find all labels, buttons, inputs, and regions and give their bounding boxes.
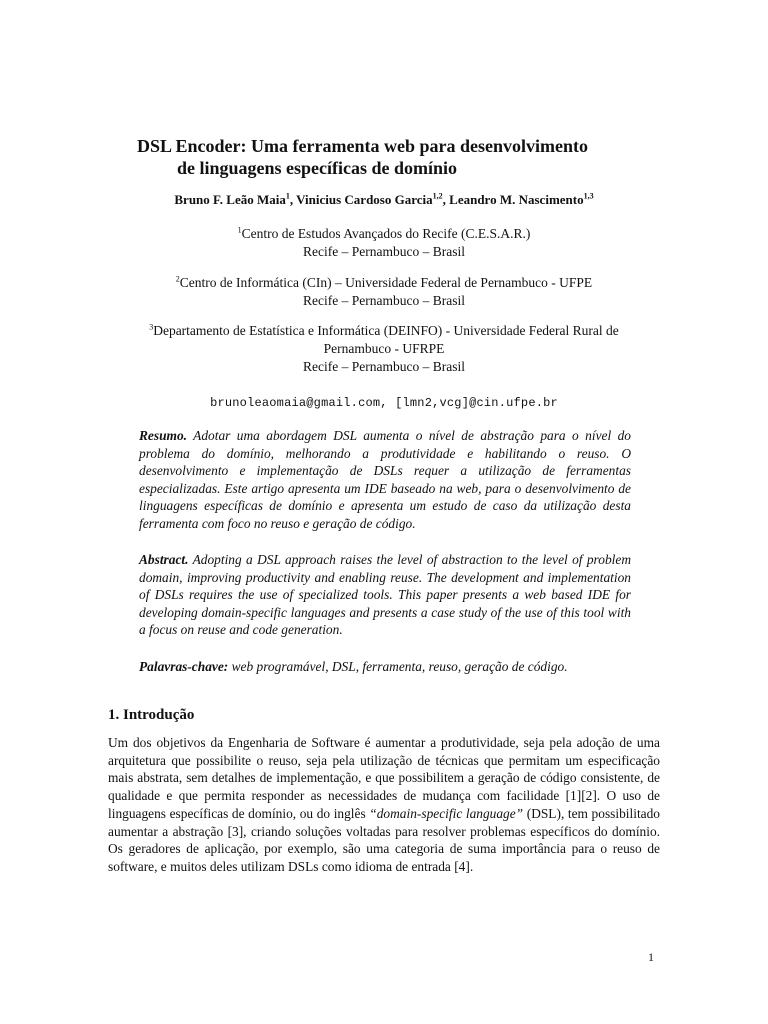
affiliation-line: Recife – Pernambuco – Brasil bbox=[303, 359, 465, 374]
abstract-label: Abstract. bbox=[139, 552, 189, 567]
abstract-paragraph bbox=[139, 551, 631, 639]
page-number: 1 bbox=[648, 950, 654, 964]
affiliation-line: Recife – Pernambuco – Brasil bbox=[303, 293, 465, 308]
keywords-label: Palavras-chave: bbox=[139, 659, 229, 674]
affiliation-1 bbox=[0, 225, 768, 261]
author-name: Bruno F. Leão Maia bbox=[174, 192, 286, 207]
affiliation-superscript: 1 bbox=[237, 225, 242, 235]
resumo-paragraph bbox=[139, 427, 631, 533]
author-superscript: 1 bbox=[285, 191, 290, 201]
resumo-label: Resumo. bbox=[139, 428, 187, 443]
contact-email: brunoleaomaia@gmail.com, [lmn2,vcg]@cin.ufpe.br bbox=[210, 396, 558, 410]
author-name: Vinicius Cardoso Garcia bbox=[296, 192, 433, 207]
intro-text-1: Um dos objetivos da Engenharia de Software é aumentar a produtividade, seja pela adoção de uma arquitetura que possibilite o reuso, seja pela utilização de técnicas que permitam um especificação mais abstrata, sem detalhes de implementação, e que possibilitem a geração de código consistente, de qualidade e que permita responder as necessidades de mudança com facilidade [1][2]. O uso de linguagens específicas de domínio, ou do inglês bbox=[108, 735, 660, 821]
author-separator: , bbox=[289, 192, 297, 207]
affiliation-line: Centro de Informática (CIn) – Universidade Federal de Pernambuco - UFPE bbox=[179, 275, 593, 290]
author-separator: , bbox=[442, 192, 450, 207]
affiliation-line: Pernambuco - UFRPE bbox=[323, 341, 445, 356]
author-list bbox=[0, 192, 768, 208]
paper-title bbox=[137, 135, 697, 179]
affiliation-line: Recife – Pernambuco – Brasil bbox=[303, 244, 465, 259]
affiliation-3 bbox=[0, 322, 768, 376]
title-line-2: de linguagens específicas de domínio bbox=[177, 158, 458, 178]
keywords-paragraph bbox=[139, 658, 631, 676]
intro-text-2: (DSL), tem possibilitado aumentar a abstração [3], criando soluções voltadas para resolver problemas específicos do domínio. Os geradores de aplicação, por exemplo, são uma categoria de suma importância para o reuso de software, e muitos deles utilizam DSLs como idioma de entrada [4]. bbox=[108, 805, 660, 874]
section-heading: 1. Introdução bbox=[108, 707, 195, 723]
affiliation-line: Departamento de Estatística e Informática (DEINFO) - Universidade Federal Rural de bbox=[153, 323, 619, 338]
intro-paragraph bbox=[108, 734, 660, 876]
author-superscript: 1,2 bbox=[432, 191, 443, 201]
title-line-1: DSL Encoder: Uma ferramenta web para desenvolvimento bbox=[137, 136, 588, 156]
author-name: Leandro M. Nascimento bbox=[449, 192, 584, 207]
author-superscript: 1,3 bbox=[583, 191, 594, 201]
intro-italic-term: “domain-specific language” bbox=[369, 805, 524, 821]
keywords-text: web programável, DSL, ferramenta, reuso, geração de código. bbox=[228, 659, 568, 674]
affiliation-superscript: 2 bbox=[175, 274, 180, 284]
affiliation-2 bbox=[0, 274, 768, 310]
affiliation-superscript: 3 bbox=[149, 322, 154, 332]
resumo-text: Adotar uma abordagem DSL aumenta o nível de abstração para o nível do problema do domínio, melhorando a produtividade e habilitando o reuso. O desenvolvimento e implementação de DSLs requer a utilização de ferramentas especializadas. Este artigo apresenta um IDE baseado na web, para o desenvolvimento de linguagens específicas de domínio e apresenta um estudo de caso da utilização desta ferramenta com foco no reuso e geração de código. bbox=[139, 428, 631, 531]
affiliation-line: Centro de Estudos Avançados do Recife (C.E.S.A.R.) bbox=[241, 226, 531, 241]
abstract-text: Adopting a DSL approach raises the level of abstraction to the level of problem domain, improving productivity and enabling reuse. The development and implementation of DSLs requires the use of specialized tools. This paper presents a web based IDE for developing domain-specific languages and presents a case study of the use of this tool with a focus on reuse and code generation. bbox=[139, 552, 631, 638]
